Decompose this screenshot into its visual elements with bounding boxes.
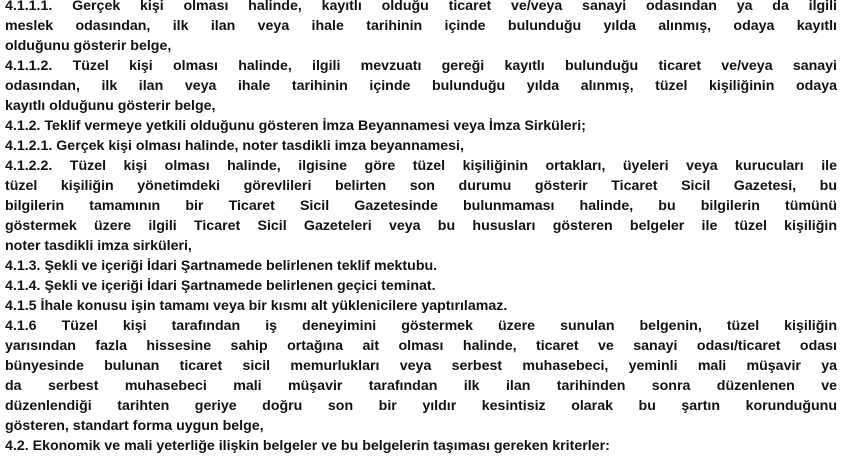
text-line: 4.1.4. Şekli ve içeriği İdari Şartnamede belirlenen geçici teminat.: [5, 278, 436, 294]
paragraph-4-1-3: [0, 256, 841, 276]
paragraph-4-1-5: [0, 296, 841, 316]
text-line: 4.1.1.2. Tüzel kişi olması halinde, ilgili mevzuatı gereği kayıtlı bulunduğu ticaret ve/veya sanayi: [5, 58, 837, 74]
text-line: göstermek üzere ilgili Ticaret Sicil Gazeteleri veya bu hususları gösteren belgeler ile tüzel kişiliğin: [5, 218, 837, 234]
text-line: yarısından fazla hissesine sahip ortağına ait olması halinde, ticaret ve sanayi odası/ticaret odası: [5, 338, 837, 354]
paragraph-4-1-2-1: [0, 136, 841, 156]
paragraph-4-1-2: [0, 116, 841, 136]
text-line: 4.1.1.1. Gerçek kişi olması halinde, kayıtlı olduğu ticaret ve/veya sanayi odasından ya da ilgili: [5, 0, 837, 14]
text-line: noter tasdikli imza sirküleri,: [5, 238, 192, 254]
text-line: 4.2. Ekonomik ve mali yeterliğe ilişkin belgeler ve bu belgelerin taşıması gereken kriterler:: [5, 438, 610, 454]
text-line: odasından, ilk ilan veya ihale tarihinin içinde bulunduğu yılda alınmış, tüzel kişiliğinin odaya: [5, 78, 837, 94]
text-line: 4.1.5 İhale konusu işin tamamı veya bir kısmı alt yüklenicilere yaptırılamaz.: [5, 298, 508, 314]
paragraph-4-1-1-1: [0, 0, 841, 56]
paragraph-4-1-4: [0, 276, 841, 296]
text-line: da serbest muhasebeci mali müşavir tarafından ilk ilan tarihinden sonra düzenlenen ve: [5, 378, 837, 394]
text-line: olduğunu gösterir belge,: [5, 38, 172, 54]
text-line: 4.1.2. Teklif vermeye yetkili olduğunu gösteren İmza Beyannamesi veya İmza Sirküleri;: [5, 118, 586, 134]
paragraph-4-1-1-2: [0, 56, 841, 116]
text-line: meslek odasından, ilk ilan veya ihale tarihinin içinde bulunduğu yılda alınmış, odaya kayıtlı: [5, 18, 837, 34]
text-line: bilgilerin tamamının bir Ticaret Sicil Gazetesinde bulunmaması halinde, bu bilgilerin tümünü: [5, 198, 837, 214]
paragraph-4-1-6: [0, 316, 841, 436]
paragraph-4-2: [0, 436, 841, 454]
text-line: tüzel kişiliğin yönetimdeki görevlileri belirten son durumu gösterir Ticaret Sicil Gazetesi, bu: [5, 178, 837, 194]
text-line: 4.1.6 Tüzel kişi tarafından iş deneyimini göstermek üzere sunulan belgenin, tüzel kişiliğin: [5, 318, 837, 334]
text-line: 4.1.3. Şekli ve içeriği İdari Şartnamede belirlenen teklif mektubu.: [5, 258, 438, 274]
text-line: gösteren, standart forma uygun belge,: [5, 418, 264, 434]
text-line: bünyesinde bulunan ticaret sicil memurlukları veya serbest muhasebeci, yeminli mali müşavir ya: [5, 358, 837, 374]
text-line: 4.1.2.2. Tüzel kişi olması halinde, ilgisine göre tüzel kişiliğinin ortakları, üyeleri veya kurucuları ile: [5, 158, 837, 174]
text-line: kayıtlı olduğunu gösterir belge,: [5, 98, 216, 114]
paragraph-4-1-2-2: [0, 156, 841, 256]
text-line: düzenlendiği tarihten geriye doğru son bir yıldır kesintisiz olarak bu şartın korunduğunu: [5, 398, 837, 414]
text-line: 4.1.2.1. Gerçek kişi olması halinde, noter tasdikli imza beyannamesi,: [5, 138, 464, 154]
